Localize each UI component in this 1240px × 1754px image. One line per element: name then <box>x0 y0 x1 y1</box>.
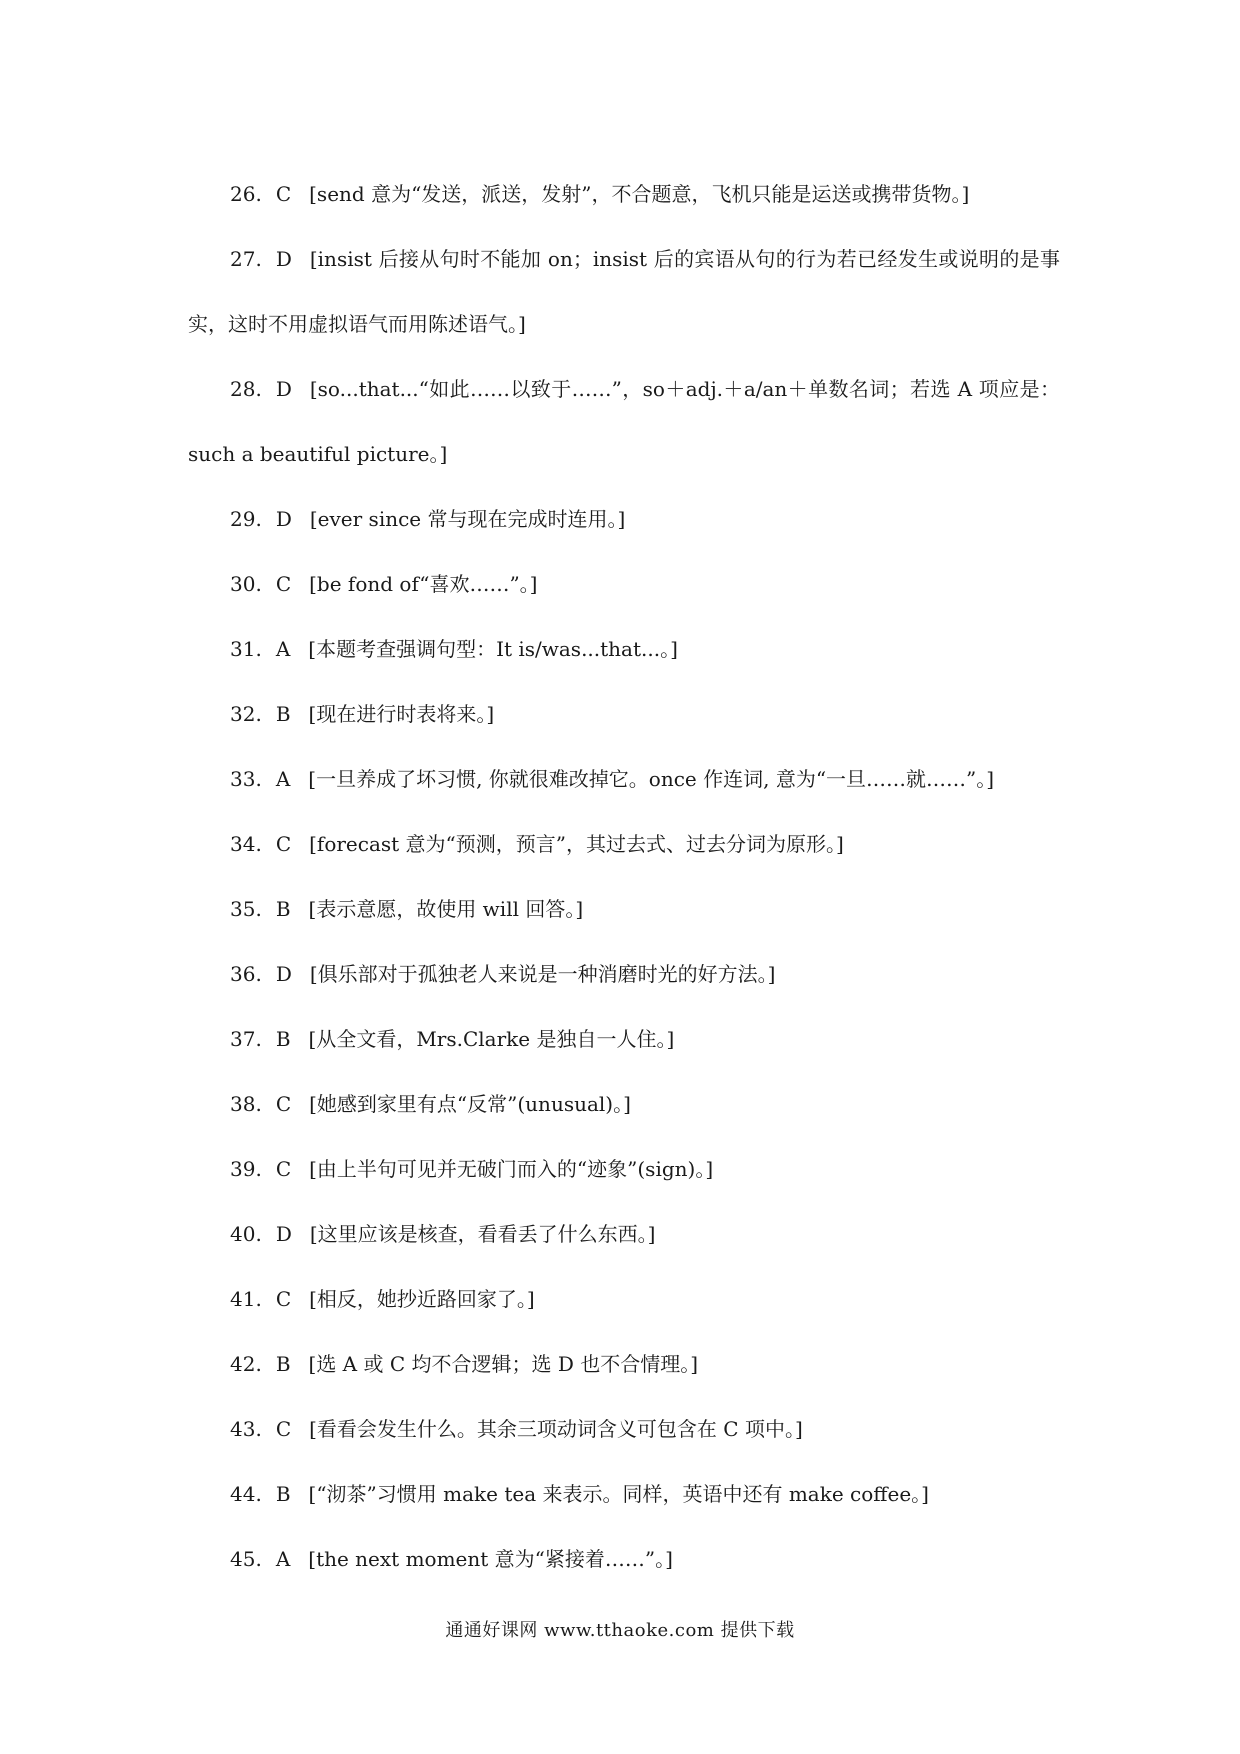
answer-number: 38. <box>230 1092 262 1116</box>
answer-letter: C <box>275 1092 292 1116</box>
answer-number: 26. <box>230 182 262 206</box>
answer-letter: D <box>275 962 292 986</box>
answer-letter: A <box>275 767 291 791</box>
answer-item <box>188 812 1060 877</box>
answer-item <box>188 747 1060 812</box>
answer-explanation: [选 A 或 C 均不合逻辑；选 D 也不合情理。] <box>308 1352 699 1376</box>
answer-item <box>188 1072 1060 1137</box>
answer-number: 31. <box>230 637 262 661</box>
answer-explanation: [so...that...“如此……以致于……”，so＋adj.＋a/an＋单数名词；若选 A 项应是：such a beautiful picture。] <box>188 377 1060 466</box>
answer-explanation: [一旦养成了坏习惯, 你就很难改掉它。once 作连词, 意为“一旦……就……”。] <box>308 767 995 791</box>
answer-letter: D <box>275 507 292 531</box>
answer-item <box>188 1462 1060 1527</box>
answer-explanation: [相反，她抄近路回家了。] <box>309 1287 535 1311</box>
answer-letter: C <box>275 1417 292 1441</box>
answer-explanation: [她感到家里有点“反常”(unusual)。] <box>309 1092 631 1116</box>
answer-item <box>188 357 1060 487</box>
answer-number: 36. <box>230 962 262 986</box>
answer-explanation: [insist 后接从句时不能加 on；insist 后的宾语从句的行为若已经发生或说明的是事实，这时不用虚拟语气而用陈述语气。] <box>188 247 1060 336</box>
answer-item <box>188 1202 1060 1267</box>
answer-number: 40. <box>230 1222 262 1246</box>
answer-letter: A <box>275 637 291 661</box>
answer-number: 29. <box>230 507 262 531</box>
answer-explanation: [看看会发生什么。其余三项动词含义可包含在 C 项中。] <box>309 1417 803 1441</box>
answer-letter: C <box>275 832 292 856</box>
answer-letter: C <box>275 182 292 206</box>
answer-letter: C <box>275 572 292 596</box>
answer-item <box>188 942 1060 1007</box>
answer-letter: C <box>275 1287 292 1311</box>
answer-item <box>188 552 1060 617</box>
answer-letter: C <box>275 1157 292 1181</box>
answer-item <box>188 877 1060 942</box>
answer-explanation: [be fond of“喜欢……”。] <box>309 572 538 596</box>
answer-item <box>188 162 1060 227</box>
answer-number: 45. <box>230 1547 262 1571</box>
answer-letter: B <box>275 1482 291 1506</box>
answer-letter: B <box>275 897 291 921</box>
answer-item <box>188 1397 1060 1462</box>
answer-number: 30. <box>230 572 262 596</box>
answer-explanation: [这里应该是核查，看看丢了什么东西。] <box>309 1222 656 1246</box>
answer-explanation: [send 意为“发送，派送，发射”，不合题意，飞机只能是运送或携带货物。] <box>309 182 970 206</box>
answer-number: 44. <box>230 1482 262 1506</box>
answer-list <box>188 162 1060 1592</box>
answer-number: 32. <box>230 702 262 726</box>
answer-item <box>188 1267 1060 1332</box>
answer-number: 42. <box>230 1352 262 1376</box>
answer-item <box>188 682 1060 747</box>
answer-letter: B <box>275 1352 291 1376</box>
answer-letter: D <box>275 1222 292 1246</box>
answer-item <box>188 617 1060 682</box>
answer-letter: D <box>275 247 292 271</box>
answer-item <box>188 487 1060 552</box>
answer-letter: B <box>275 702 291 726</box>
answer-explanation: [表示意愿，故使用 will 回答。] <box>308 897 584 921</box>
answer-explanation: [ever since 常与现在完成时连用。] <box>309 507 626 531</box>
answer-item <box>188 1007 1060 1072</box>
answer-item <box>188 1137 1060 1202</box>
answer-item <box>188 1332 1060 1397</box>
answer-explanation: [从全文看，Mrs.Clarke 是独自一人住。] <box>308 1027 675 1051</box>
page-footer: 通通好课网 www.tthaoke.com 提供下载 <box>445 1620 795 1641</box>
answer-number: 27. <box>230 247 262 271</box>
answer-number: 33. <box>230 767 262 791</box>
answer-number: 41. <box>230 1287 262 1311</box>
answer-number: 39. <box>230 1157 262 1181</box>
answer-letter: B <box>275 1027 291 1051</box>
answer-item <box>188 1527 1060 1592</box>
answer-number: 34. <box>230 832 262 856</box>
answer-letter: D <box>275 377 292 401</box>
answer-letter: A <box>275 1547 291 1571</box>
answer-explanation: [现在进行时表将来。] <box>308 702 495 726</box>
answer-explanation: [“沏茶”习惯用 make tea 来表示。同样，英语中还有 make coffee。] <box>308 1482 929 1506</box>
answer-item <box>188 227 1060 357</box>
answer-explanation: [forecast 意为“预测，预言”，其过去式、过去分词为原形。] <box>309 832 844 856</box>
answer-explanation: [由上半句可见并无破门而入的“迹象”(sign)。] <box>309 1157 714 1181</box>
answer-number: 43. <box>230 1417 262 1441</box>
answer-explanation: [the next moment 意为“紧接着……”。] <box>308 1547 673 1571</box>
answer-explanation: [俱乐部对于孤独老人来说是一种消磨时光的好方法。] <box>309 962 776 986</box>
answer-number: 35. <box>230 897 262 921</box>
answer-number: 28. <box>230 377 262 401</box>
answer-number: 37. <box>230 1027 262 1051</box>
answer-explanation: [本题考查强调句型：It is/was...that...。] <box>308 637 678 661</box>
